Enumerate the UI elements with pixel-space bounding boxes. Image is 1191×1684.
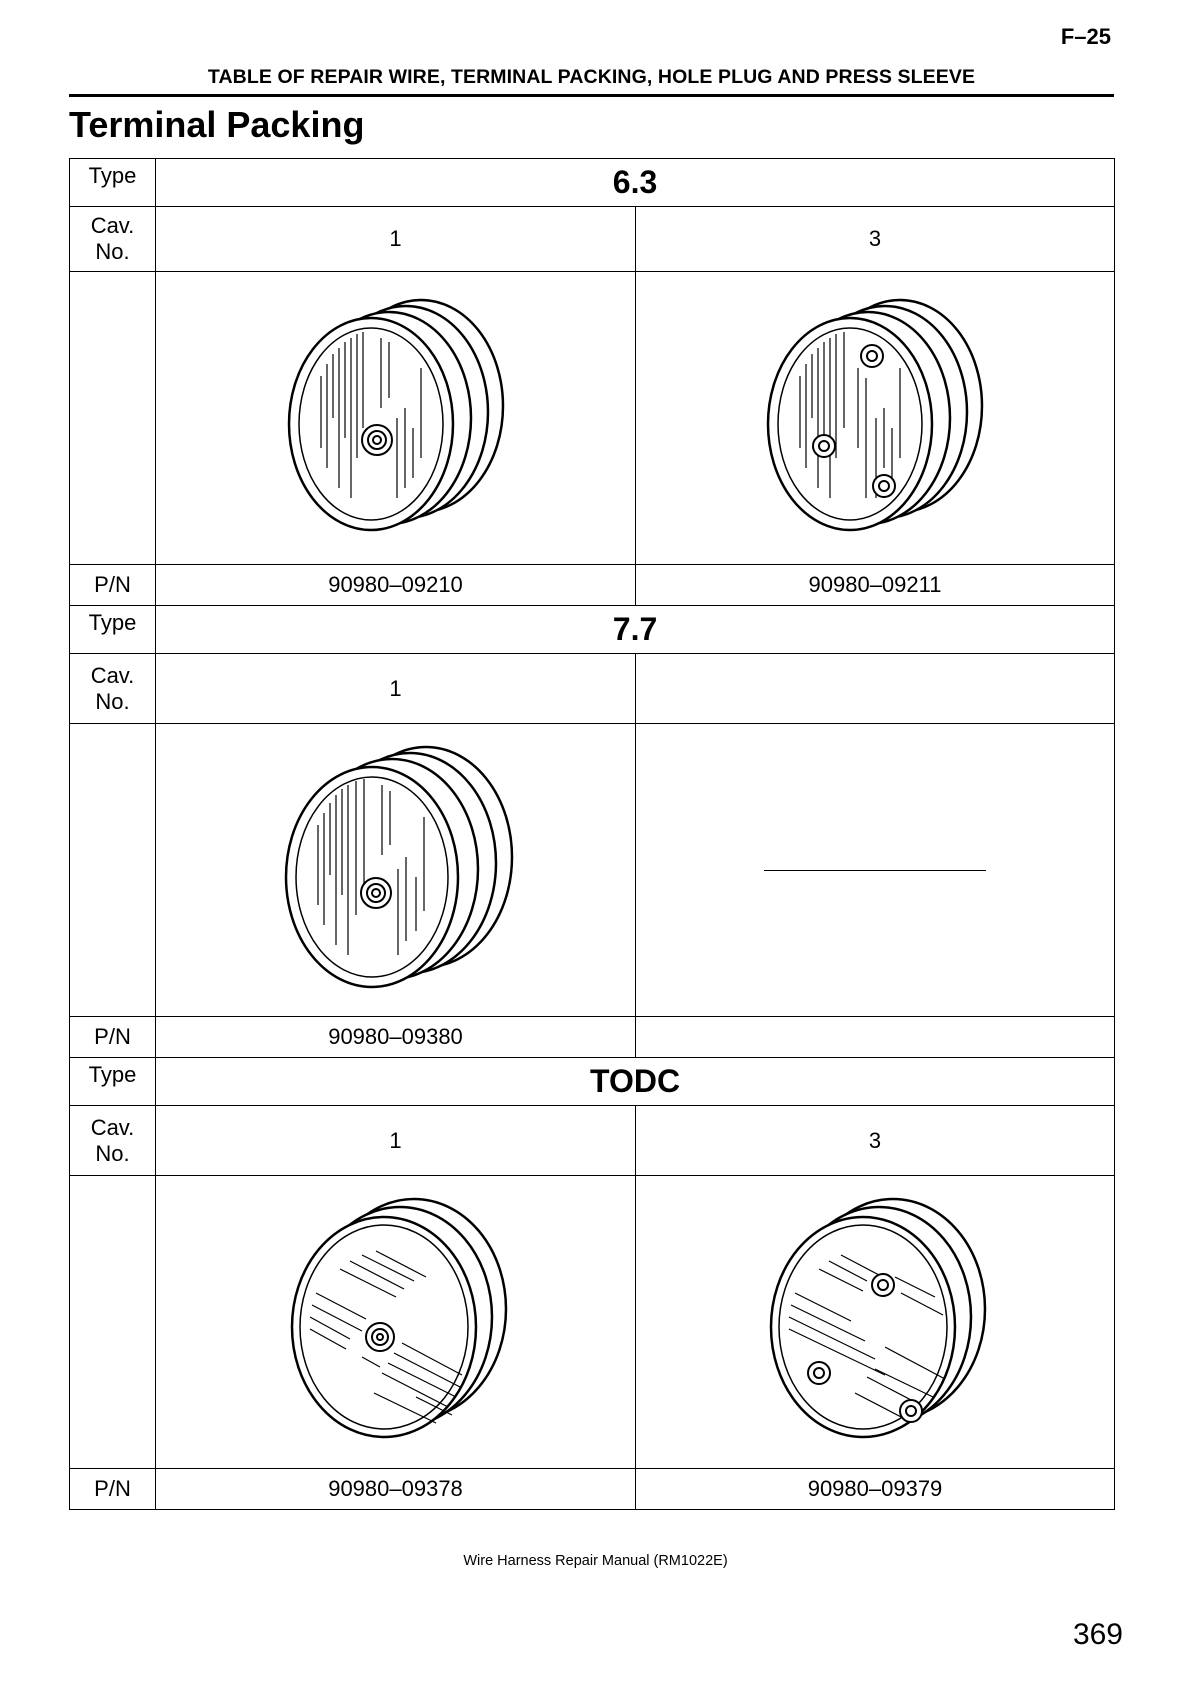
pn-label: P/N	[70, 1017, 156, 1058]
cavity-label	[70, 654, 156, 724]
type-label: Type	[70, 1058, 156, 1106]
type-row	[70, 1058, 1115, 1106]
type-value: TODC	[156, 1058, 1115, 1106]
cavity-row	[70, 1106, 1115, 1176]
cavity-row	[70, 207, 1115, 272]
packing-1-hole-ribbed-icon	[276, 745, 516, 995]
packing-3-hole-ribbed-icon	[760, 298, 990, 538]
cavity-label-line2: No.	[95, 688, 130, 714]
illustration-cell	[156, 1176, 636, 1469]
packing-1-hole-flat-icon	[276, 1197, 516, 1447]
type-row	[70, 159, 1115, 207]
cavity-row	[70, 654, 1115, 724]
cavity-value: 3	[636, 1106, 1115, 1176]
type-value: 6.3	[156, 159, 1115, 207]
illustration-cell	[636, 272, 1115, 565]
type-label: Type	[70, 159, 156, 207]
section-title: Terminal Packing	[69, 104, 365, 145]
illustration-label-cell	[70, 724, 156, 1017]
pn-row	[70, 565, 1115, 606]
pn-row	[70, 1469, 1115, 1510]
cavity-value: 1	[156, 654, 636, 724]
no-item-dash	[764, 870, 986, 871]
type-row	[70, 606, 1115, 654]
cavity-label-line2: No.	[95, 239, 130, 264]
cavity-label-line1: Cav.	[90, 213, 135, 238]
part-number: 90980–09211	[636, 565, 1115, 606]
cavity-label-line2: No.	[95, 1140, 130, 1166]
cavity-value: 1	[156, 1106, 636, 1176]
cavity-label	[70, 207, 156, 272]
part-number: 90980–09379	[636, 1469, 1115, 1510]
packing-1-hole-ribbed-icon	[281, 298, 511, 538]
illustration-cell	[156, 724, 636, 1017]
illustration-row	[70, 272, 1115, 565]
type-value: 7.7	[156, 606, 1115, 654]
part-number: 90980–09380	[156, 1017, 636, 1058]
part-number	[636, 1017, 1115, 1058]
page-code: F–25	[1060, 24, 1111, 49]
cavity-label-line1: Cav.	[90, 662, 135, 688]
part-number: 90980–09378	[156, 1469, 636, 1510]
packing-3-hole-flat-icon	[755, 1197, 995, 1447]
illustration-row	[70, 724, 1115, 1017]
illustration-cell	[156, 272, 636, 565]
type-label: Type	[70, 606, 156, 654]
footer-text: Wire Harness Repair Manual (RM1022E)	[463, 1553, 728, 1569]
illustration-row	[70, 1176, 1115, 1469]
header-rule	[69, 94, 1114, 97]
pn-label: P/N	[70, 565, 156, 606]
illustration-cell	[636, 1176, 1115, 1469]
part-number: 90980–09210	[156, 565, 636, 606]
illustration-label-cell	[70, 272, 156, 565]
page-number: 369	[1072, 1618, 1123, 1651]
terminal-packing-table	[69, 158, 1115, 1510]
illustration-label-cell	[70, 1176, 156, 1469]
cavity-value	[636, 654, 1115, 724]
header-title: TABLE OF REPAIR WIRE, TERMINAL PACKING, HOLE PLUG AND PRESS SLEEVE	[207, 66, 976, 88]
illustration-cell	[636, 724, 1115, 1017]
pn-row	[70, 1017, 1115, 1058]
pn-label: P/N	[70, 1469, 156, 1510]
cavity-label-line1: Cav.	[90, 1114, 135, 1140]
cavity-label	[70, 1106, 156, 1176]
cavity-value: 1	[156, 207, 636, 272]
cavity-value: 3	[636, 207, 1115, 272]
